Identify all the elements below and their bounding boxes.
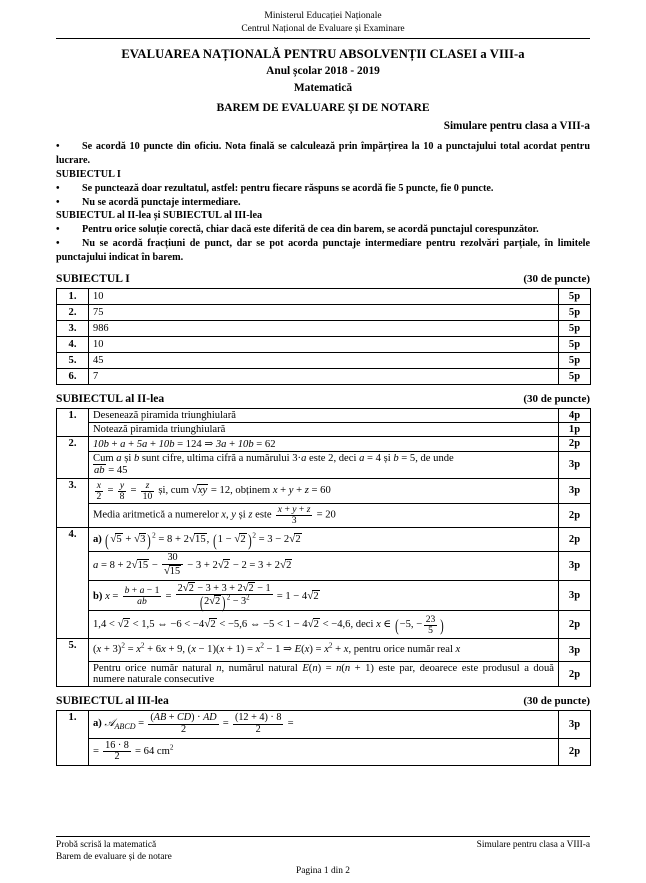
solution-step: Cum a și b sunt cifre, ultima cifră a numărului 3·a este 2, deci a = 4 și b = 5, de unde ab = 45 xyxy=(89,451,559,478)
solution-step: Notează piramida triunghiulară xyxy=(89,422,559,436)
step-text: deci xyxy=(355,619,374,631)
table-row xyxy=(57,436,591,451)
note-head-2: SUBIECTUL al II-lea și SUBIECTUL al III-lea xyxy=(56,210,263,222)
row-points: 2p xyxy=(559,738,591,765)
row-points: 5p xyxy=(559,336,591,352)
table-row xyxy=(57,368,591,384)
step-text: este xyxy=(255,509,272,521)
row-number: 3. xyxy=(57,320,89,336)
row-points: 4p xyxy=(559,408,591,422)
bullet-icon: • xyxy=(56,141,60,153)
footer-doc-type: Barem de evaluare și de notare xyxy=(56,852,172,863)
section-2-heading xyxy=(56,392,590,405)
section-2-points: (30 de puncte) xyxy=(523,392,590,405)
section-1-heading xyxy=(56,272,590,285)
row-answer: 75 xyxy=(89,304,559,320)
bullet-icon: • xyxy=(56,238,60,250)
footer-right-block xyxy=(477,839,590,864)
row-number: 2. xyxy=(57,436,89,478)
row-number: 5. xyxy=(57,352,89,368)
solution-step: $\frac{x}{2}$ = $\frac{y}{8}$ = $\frac{z}{10}$ și, cum √xy = 12, obținem x + y + z = 60 xyxy=(89,479,559,504)
table-row xyxy=(57,422,591,436)
row-points: 2p xyxy=(559,611,591,639)
barem-title: BAREM DE EVALUARE ȘI DE NOTARE xyxy=(216,100,430,114)
bullet-icon: • xyxy=(56,224,60,236)
note-text: Se punctează doar rezultatul, astfel: pentru fiecare răspuns se acordă fie 5 puncte, fie 0 puncte. xyxy=(82,182,494,194)
solution-step: a = 8 + 2√15 − $\frac{30}{√15}$ − 3 + 2√2 − 2 = 3 + 2√2 xyxy=(89,552,559,580)
row-points: 3p xyxy=(559,580,591,610)
table-row xyxy=(57,711,591,738)
masthead-divider xyxy=(56,38,590,39)
row-answer: 10 xyxy=(89,336,559,352)
note-head-1: SUBIECTUL I xyxy=(56,168,121,180)
solution-step: $(x + 3)^2 = x^2 + 6x + 9$, $(x - 1)(x + 1) = x^2 - 1$ ⇒ $E(x) = x^2 + x$, pentru orice număr real x xyxy=(89,639,559,662)
note-bullet-4 xyxy=(56,223,590,237)
step-text: este xyxy=(309,452,326,464)
row-answer: 45 xyxy=(89,352,559,368)
footer-simulare: Simulare pentru clasa a VIII-a xyxy=(476,839,590,850)
subitem-label: b) xyxy=(93,590,103,602)
table-row xyxy=(57,639,591,662)
step-text: este par, deoarece este produsul a două numere naturale consecutive xyxy=(93,663,554,686)
page-title: EVALUAREA NAȚIONALĂ PENTRU ABSOLVENȚII CLASEI a VIII-a xyxy=(121,47,525,62)
row-points: 3p xyxy=(559,639,591,662)
row-number: 6. xyxy=(57,368,89,384)
step-text: Pentru orice număr natural xyxy=(93,663,212,675)
solution-step: 10b + a + 5a + 10b = 124 ⇒ 3a + 10b = 62 xyxy=(89,436,559,451)
subitem-label: a) xyxy=(93,533,102,545)
row-points: 3p xyxy=(559,552,591,580)
page-footer xyxy=(56,836,590,877)
section-3-table xyxy=(56,710,591,765)
note-bullet-5 xyxy=(56,237,590,265)
simulare-label: Simulare pentru clasa a VIII-a xyxy=(443,120,590,133)
ministry-line: Ministerul Educației Naționale xyxy=(264,11,382,21)
row-points: 2p xyxy=(559,436,591,451)
footer-left-block xyxy=(56,839,172,864)
table-row xyxy=(57,662,591,687)
step-text: , pentru orice număr real xyxy=(348,644,453,656)
row-points: 2p xyxy=(559,503,591,527)
step-text: și xyxy=(124,452,132,464)
row-number: 4. xyxy=(57,527,89,639)
table-row xyxy=(57,352,591,368)
title-block xyxy=(56,45,590,117)
table-row xyxy=(57,611,591,639)
row-points: 3p xyxy=(559,711,591,738)
row-number: 1. xyxy=(57,711,89,765)
note-bullet-2 xyxy=(56,182,590,196)
note-text: Se acordă 10 puncte din oficiu. Nota finală se calculează prin împărțirea la 10 a punctajului total acordat pentru lucrare. xyxy=(56,141,590,166)
section-1-points: (30 de puncte) xyxy=(523,272,590,285)
row-answer: 7 xyxy=(89,368,559,384)
row-answer: 10 xyxy=(89,288,559,304)
section-3-heading xyxy=(56,694,590,707)
note-bullet-1 xyxy=(56,140,590,168)
solution-step: 1,4 < √2 < 1,5 ⇔ −6 < −4√2 < −5,6 ⇔ −5 < 1 − 4√2 < −4,6, deci x ∈ (−5, − $\frac{23}{5}$ ) xyxy=(89,611,559,639)
solution-step: a) 𝒜$_{ABCD}$ = $\frac{(AB + CD) \cdot AD}{2}$ = $\frac{(12 + 4) \cdot 8}{2}$ = xyxy=(89,711,559,738)
step-text: , numărul natural xyxy=(221,663,298,675)
step-text: , deci xyxy=(333,452,357,464)
table-row xyxy=(57,552,591,580)
table-row xyxy=(57,503,591,527)
table-row xyxy=(57,580,591,610)
section-2-table xyxy=(56,408,591,688)
subject-name: Matematică xyxy=(293,82,353,95)
row-points: 5p xyxy=(559,352,591,368)
step-text: Media aritmetică a numerelor xyxy=(93,509,219,521)
bullet-icon: • xyxy=(56,182,60,194)
row-answer: 986 xyxy=(89,320,559,336)
row-points: 5p xyxy=(559,288,591,304)
step-text: și xyxy=(238,509,246,521)
table-row xyxy=(57,479,591,504)
step-text: , obținem xyxy=(230,485,271,497)
table-row xyxy=(57,408,591,422)
row-points: 5p xyxy=(559,304,591,320)
section-1-title: SUBIECTUL I xyxy=(56,271,130,285)
row-number: 4. xyxy=(57,336,89,352)
table-row xyxy=(57,304,591,320)
table-row xyxy=(57,527,591,551)
row-points: 5p xyxy=(559,368,591,384)
solution-step: Media aritmetică a numerelor x, y și z este $\frac{x + y + z}{3}$ = 20 xyxy=(89,503,559,527)
section-1-table xyxy=(56,288,591,385)
note-text: Nu se acordă fracțiuni de punct, dar se pot acorda punctaje intermediare pentru rezolvări parțiale, în limitele punctajului indicat în barem. xyxy=(56,238,590,264)
bullet-icon: • xyxy=(56,196,60,208)
step-text: și, cum xyxy=(158,485,190,497)
solution-step: a) (√5 + √3 )$^2$ = 8 + 2√15, (1 − √2 )$^2$ = 3 − 2√2 xyxy=(89,527,559,551)
table-row xyxy=(57,451,591,478)
note-text: Nu se acordă punctaje intermediare. xyxy=(82,196,241,208)
table-row xyxy=(57,336,591,352)
solution-step: b) x = $\frac{b + a - 1}{ab}$ = $\frac{2√2 - 3 + 3 + 2√2 - 1}{(2√2 )^2 - 3^2}$ = 1 − 4√2 xyxy=(89,580,559,610)
masthead xyxy=(56,0,590,35)
row-number: 2. xyxy=(57,304,89,320)
subitem-label: a) xyxy=(93,718,102,730)
row-points: 3p xyxy=(559,479,591,504)
row-points: 2p xyxy=(559,662,591,687)
school-year: Anul școlar 2018 - 2019 xyxy=(266,65,380,78)
step-text: sunt cifre, ultima cifră a numărului xyxy=(141,452,290,464)
solution-step: Desenează piramida triunghiulară xyxy=(89,408,559,422)
row-points: 3p xyxy=(559,451,591,478)
step-text: Cum xyxy=(93,452,114,464)
note-text: Pentru orice soluție corectă, chiar dacă este diferită de cea din barem, se acordă punctajul corespunzător. xyxy=(82,224,539,236)
solution-step: = $\frac{16 \cdot 8}{2}$ = 64 $cm^2$ xyxy=(89,738,559,765)
row-number: 5. xyxy=(57,639,89,687)
solution-step: Pentru orice număr natural n, numărul natural E(n) = n(n + 1) este par, deoarece este produsul a două numere naturale consecutive xyxy=(89,662,559,687)
step-text: , de unde xyxy=(415,452,454,464)
table-row xyxy=(57,738,591,765)
table-row xyxy=(57,320,591,336)
row-points: 5p xyxy=(559,320,591,336)
footer-divider xyxy=(56,836,590,837)
row-points: 1p xyxy=(559,422,591,436)
intro-notes xyxy=(56,140,590,265)
row-number: 3. xyxy=(57,479,89,528)
section-3-points: (30 de puncte) xyxy=(523,695,590,708)
note-bullet-3 xyxy=(56,196,590,210)
row-number: 1. xyxy=(57,288,89,304)
center-line: Centrul Național de Evaluare și Examinare xyxy=(241,23,405,34)
row-points: 2p xyxy=(559,527,591,551)
section-3-title: SUBIECTUL al III-lea xyxy=(56,694,169,708)
footer-exam-type: Probă scrisă la matematică xyxy=(56,839,157,850)
page-number: Pagina 1 din 2 xyxy=(296,865,350,876)
step-text: și xyxy=(383,452,391,464)
row-number: 1. xyxy=(57,408,89,436)
table-row xyxy=(57,288,591,304)
section-2-title: SUBIECTUL al II-lea xyxy=(56,391,165,405)
